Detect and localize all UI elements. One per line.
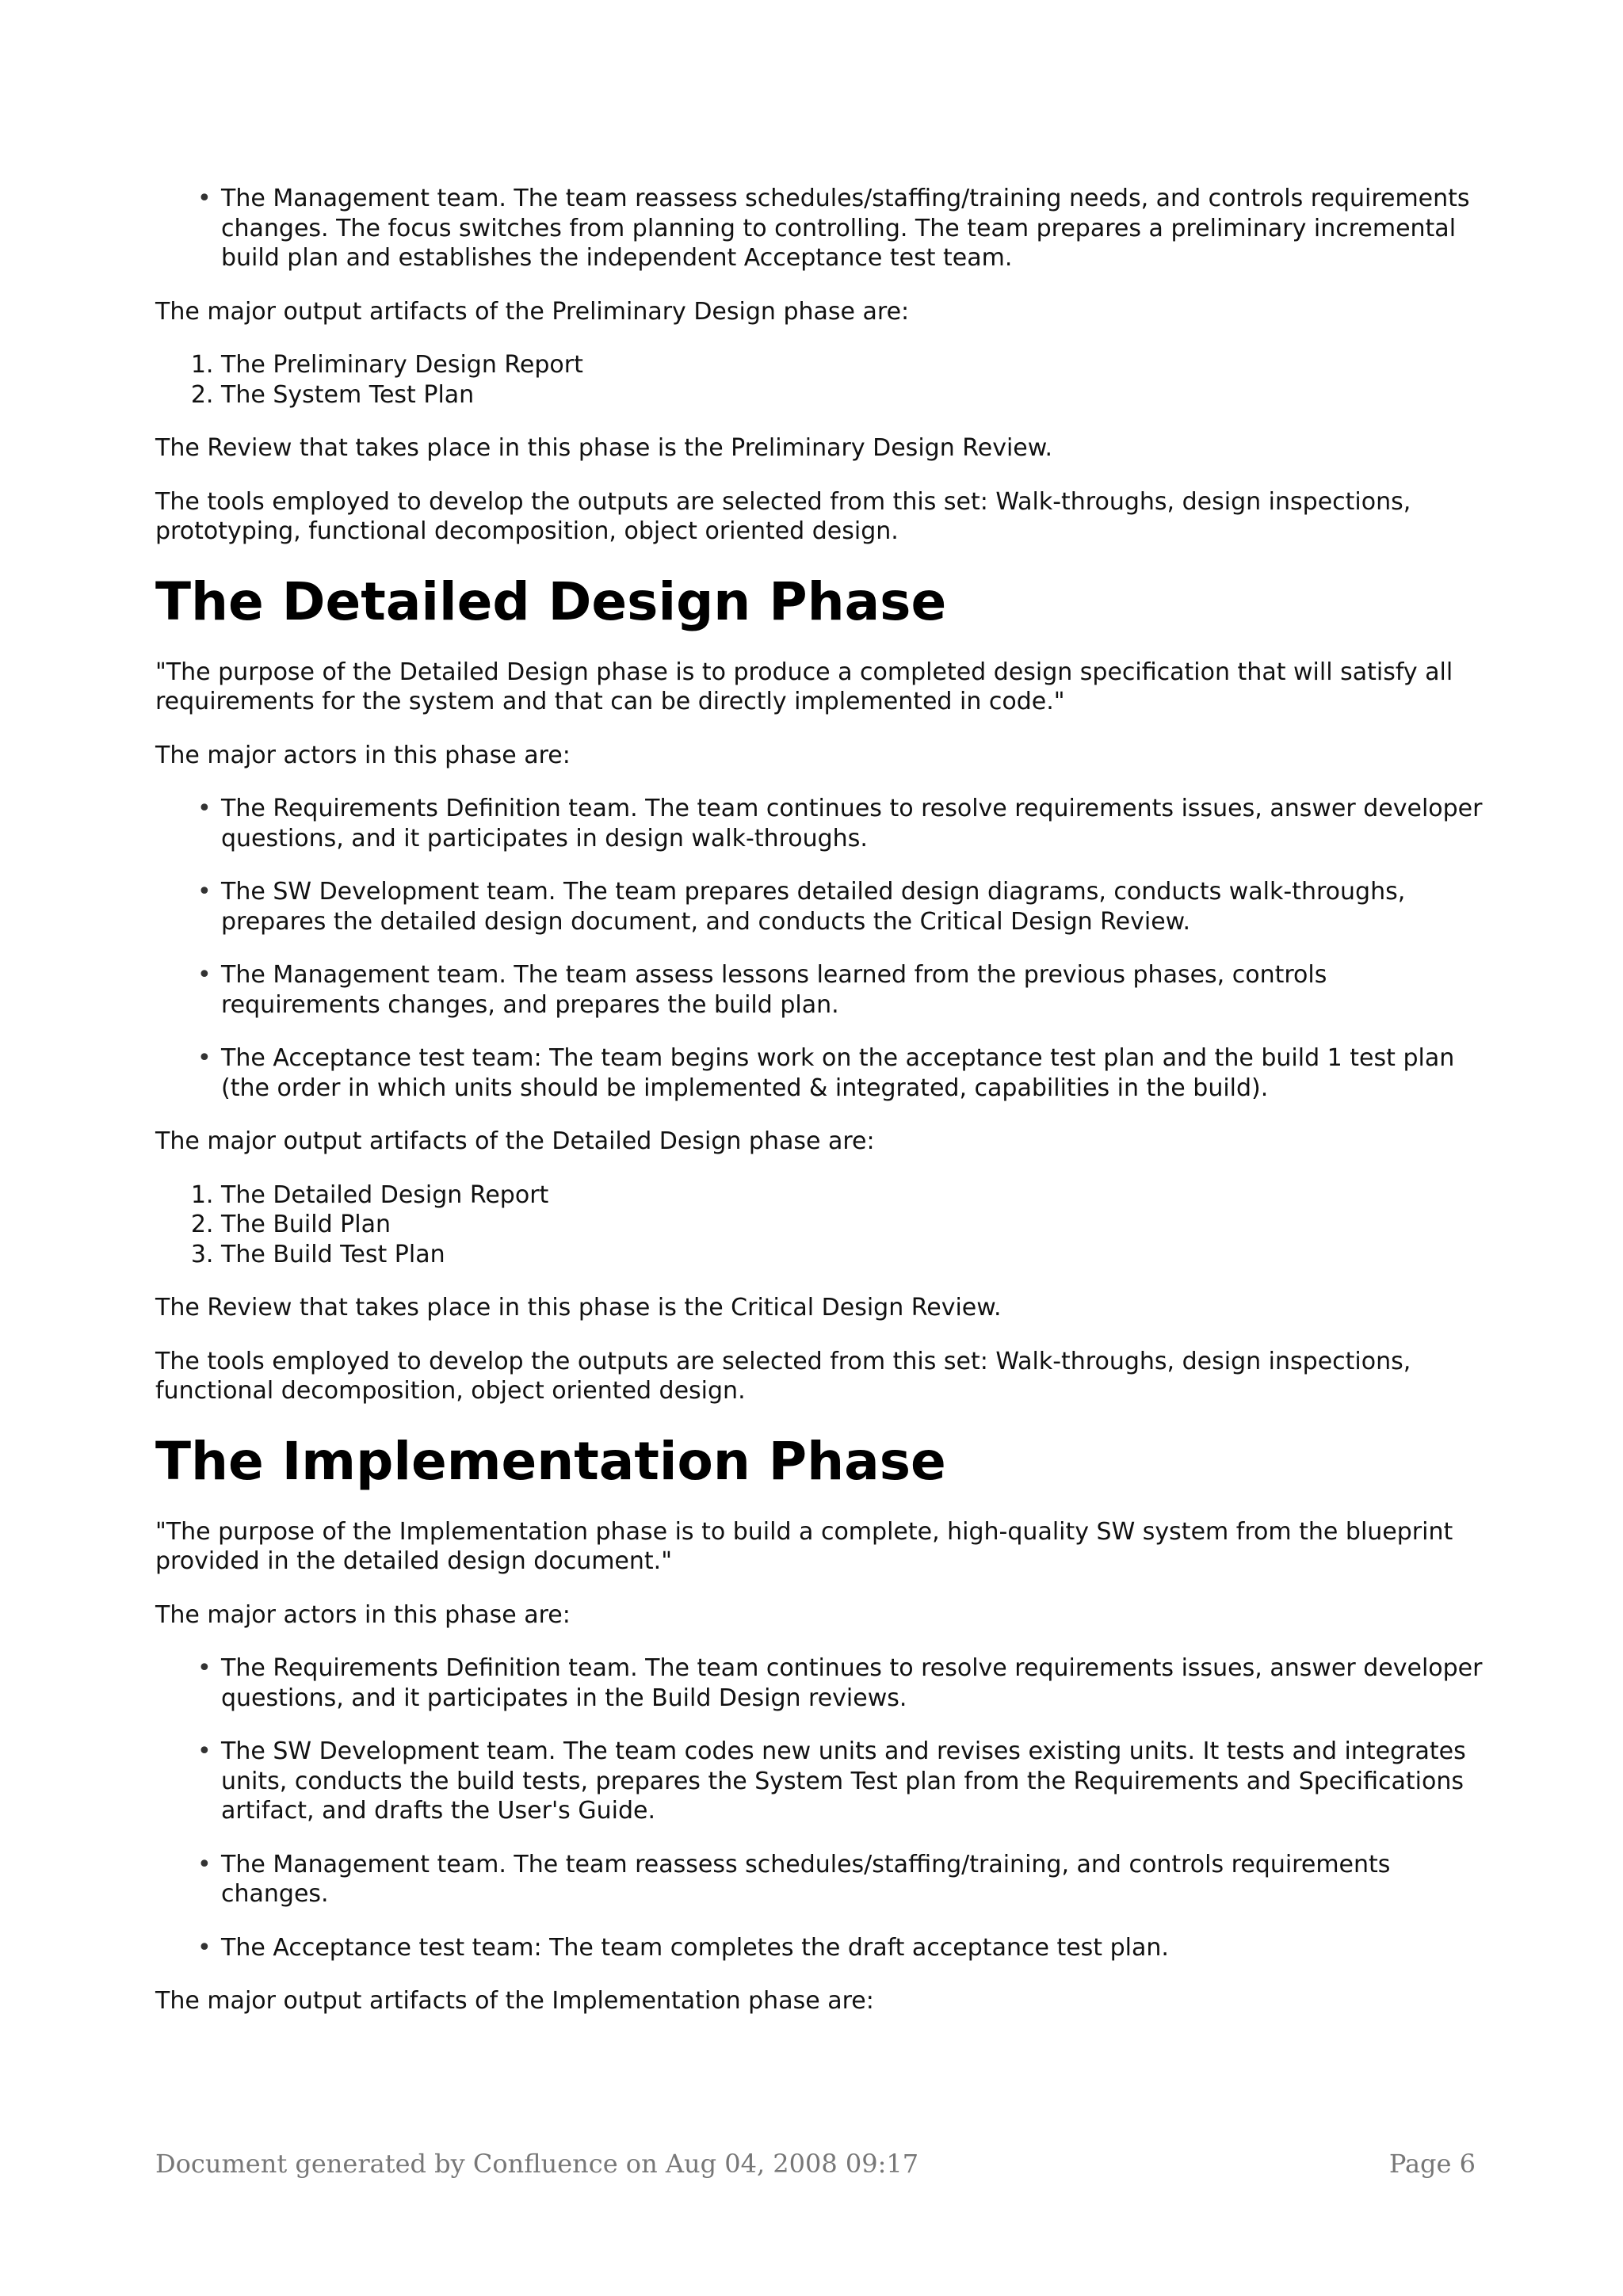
bullet-list xyxy=(155,794,1487,1103)
paragraph: "The purpose of the Implementation phase is to build a complete, high-quality SW system from the blueprint provided in the detailed design document." xyxy=(155,1517,1453,1575)
footer-generated-text: Document generated by Confluence on Aug 04, 2008 09:17 xyxy=(155,2149,919,2179)
paragraph: The major output artifacts of the Implementation phase are: xyxy=(155,1987,874,2015)
page-content xyxy=(155,184,1487,2040)
section-heading: The Detailed Design Phase xyxy=(155,570,947,632)
list-item: • The Acceptance test team: The team completes the draft acceptance test plan. xyxy=(221,1933,1487,1963)
list-item: 2. The System Test Plan xyxy=(221,380,1487,410)
list-item: 1. The Preliminary Design Report xyxy=(221,350,1487,380)
list-item: • The Requirements Definition team. The team continues to resolve requirements issues, answer developer questions, and it participates in the Build Design reviews. xyxy=(221,1653,1487,1713)
bullet-list xyxy=(155,184,1487,273)
paragraph: The major output artifacts of the Detailed Design phase are: xyxy=(155,1127,875,1155)
list-item: 2. The Build Plan xyxy=(221,1210,1487,1240)
paragraph: The tools employed to develop the outputs are selected from this set: Walk-throughs, design inspections, prototyping, functional decomposition, object oriented design. xyxy=(155,487,1411,545)
paragraph: "The purpose of the Detailed Design phase is to produce a completed design specification that will satisfy all requirements for the system and that can be directly implemented in code." xyxy=(155,658,1453,715)
numbered-list xyxy=(155,350,1487,410)
list-item: • The Acceptance test team: The team begins work on the acceptance test plan and the build 1 test plan (the order in which units should be implemented & integrated, capabilities in the build). xyxy=(221,1043,1487,1103)
list-item: • The Management team. The team reassess schedules/staffing/training, and controls requirements changes. xyxy=(221,1850,1487,1909)
list-item: 3. The Build Test Plan xyxy=(221,1240,1487,1270)
list-item: • The Management team. The team assess lessons learned from the previous phases, controls requirements changes, and prepares the build plan. xyxy=(221,960,1487,1020)
footer-page-number: Page 6 xyxy=(1388,2149,1476,2179)
paragraph: The major actors in this phase are: xyxy=(155,741,571,769)
list-item: • The Management team. The team reassess schedules/staffing/training needs, and controls requirements changes. The focus switches from planning to controlling. The team prepares a preliminary incremental build plan and establishes the independent Acceptance test team. xyxy=(221,184,1487,273)
section-heading: The Implementation Phase xyxy=(155,1430,946,1492)
paragraph: The major output artifacts of the Preliminary Design phase are: xyxy=(155,297,910,326)
list-item: • The Requirements Definition team. The team continues to resolve requirements issues, answer developer questions, and it participates in design walk-throughs. xyxy=(221,794,1487,853)
bullet-list xyxy=(155,1653,1487,1962)
paragraph: The Review that takes place in this phase is the Preliminary Design Review. xyxy=(155,434,1053,462)
numbered-list xyxy=(155,1180,1487,1270)
list-item: • The SW Development team. The team prepares detailed design diagrams, conducts walk-throughs, prepares the detailed design document, and conducts the Critical Design Review. xyxy=(221,877,1487,936)
paragraph: The tools employed to develop the outputs are selected from this set: Walk-throughs, design inspections, functional decomposition, object oriented design. xyxy=(155,1347,1411,1405)
paragraph: The major actors in this phase are: xyxy=(155,1600,571,1629)
list-item: 1. The Detailed Design Report xyxy=(221,1180,1487,1211)
list-item: • The SW Development team. The team codes new units and revises existing units. It tests and integrates units, conducts the build tests, prepares the System Test plan from the Requirements and Specifications artifact, and drafts the User's Guide. xyxy=(221,1737,1487,1826)
paragraph: The Review that takes place in this phase is the Critical Design Review. xyxy=(155,1294,1002,1322)
